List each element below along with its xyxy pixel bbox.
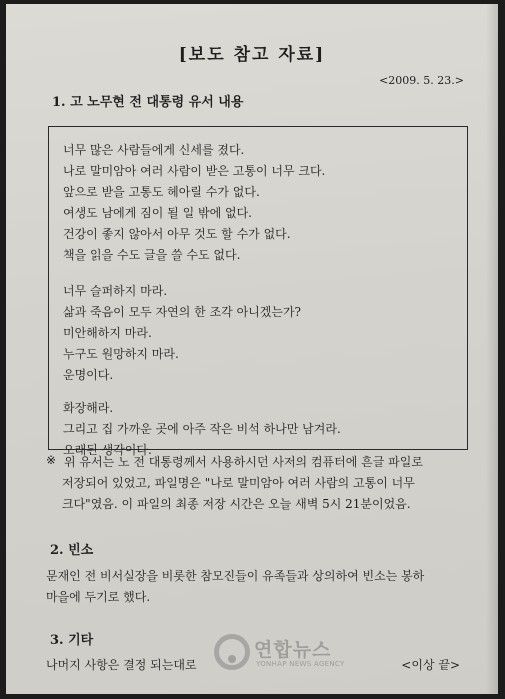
will-line: 나로 말미암아 여러 사람이 받은 고통이 너무 크다. bbox=[63, 164, 326, 178]
will-line: 그리고 집 가까운 곳에 아주 작은 비석 하나만 남겨라. bbox=[63, 422, 341, 436]
note-line: 저장되어 있었고, 파일명은 "나로 말미암아 여러 사람의 고통이 너무 bbox=[62, 476, 415, 490]
section-2-line: 문재인 전 비서실장을 비롯한 참모진들이 유족들과 상의하여 빈소는 봉하 bbox=[46, 569, 425, 583]
page-edge-shadow bbox=[486, 4, 498, 694]
section-3-heading: 3. 기타 bbox=[50, 633, 94, 648]
will-line: 오래된 생각이다. bbox=[63, 443, 152, 457]
document-date: <2009. 5. 23.> bbox=[379, 74, 464, 87]
end-mark: <이상 끝> bbox=[401, 658, 460, 672]
section-2-heading: 2. 빈소 bbox=[50, 543, 94, 558]
will-text-box bbox=[48, 126, 468, 457]
section-1-heading: 1. 고 노무현 전 대통령 유서 내용 bbox=[52, 95, 244, 110]
will-line: 건강이 좋지 않아서 아무 것도 할 수가 없다. bbox=[63, 227, 291, 241]
note-mark: ※ bbox=[46, 453, 57, 467]
watermark-text: 연합뉴스 bbox=[254, 639, 332, 661]
will-line: 너무 슬퍼하지 마라. bbox=[63, 284, 168, 298]
will-line: 화장해라. bbox=[63, 401, 114, 415]
will-line: 너무 많은 사람들에게 신세를 졌다. bbox=[63, 143, 245, 157]
will-line: 여생도 남에게 짐이 될 일 밖에 없다. bbox=[63, 206, 252, 220]
yonhap-logo-icon bbox=[214, 634, 250, 670]
document-page bbox=[6, 4, 498, 694]
will-line: 누구도 원망하지 마라. bbox=[63, 347, 179, 361]
will-line: 미안해하지 마라. bbox=[63, 326, 152, 340]
watermark-subtext: YONHAP NEWS AGENCY bbox=[256, 660, 345, 668]
will-line: 운명이다. bbox=[63, 368, 114, 382]
section-2-line: 마을에 두기로 했다. bbox=[46, 590, 151, 604]
document-title: [보도 참고 자료] bbox=[178, 45, 326, 65]
yonhap-watermark bbox=[214, 632, 356, 676]
section-3-line: 나머지 사항은 결정 되는대로 bbox=[46, 658, 197, 672]
note-line: 크다"였음. 이 파일의 최종 저장 시간은 오늘 새벽 5시 21분이었음. bbox=[62, 497, 411, 511]
note-line: 위 유서는 노 전 대통령께서 사용하시던 사저의 컴퓨터에 흔글 파일로 bbox=[64, 455, 423, 469]
will-line: 책을 읽을 수도 글을 쓸 수도 없다. bbox=[63, 248, 241, 262]
will-line: 삶과 죽음이 모두 자연의 한 조각 아니겠는가? bbox=[63, 305, 301, 319]
will-line: 앞으로 받을 고통도 헤아릴 수가 없다. bbox=[63, 185, 260, 199]
